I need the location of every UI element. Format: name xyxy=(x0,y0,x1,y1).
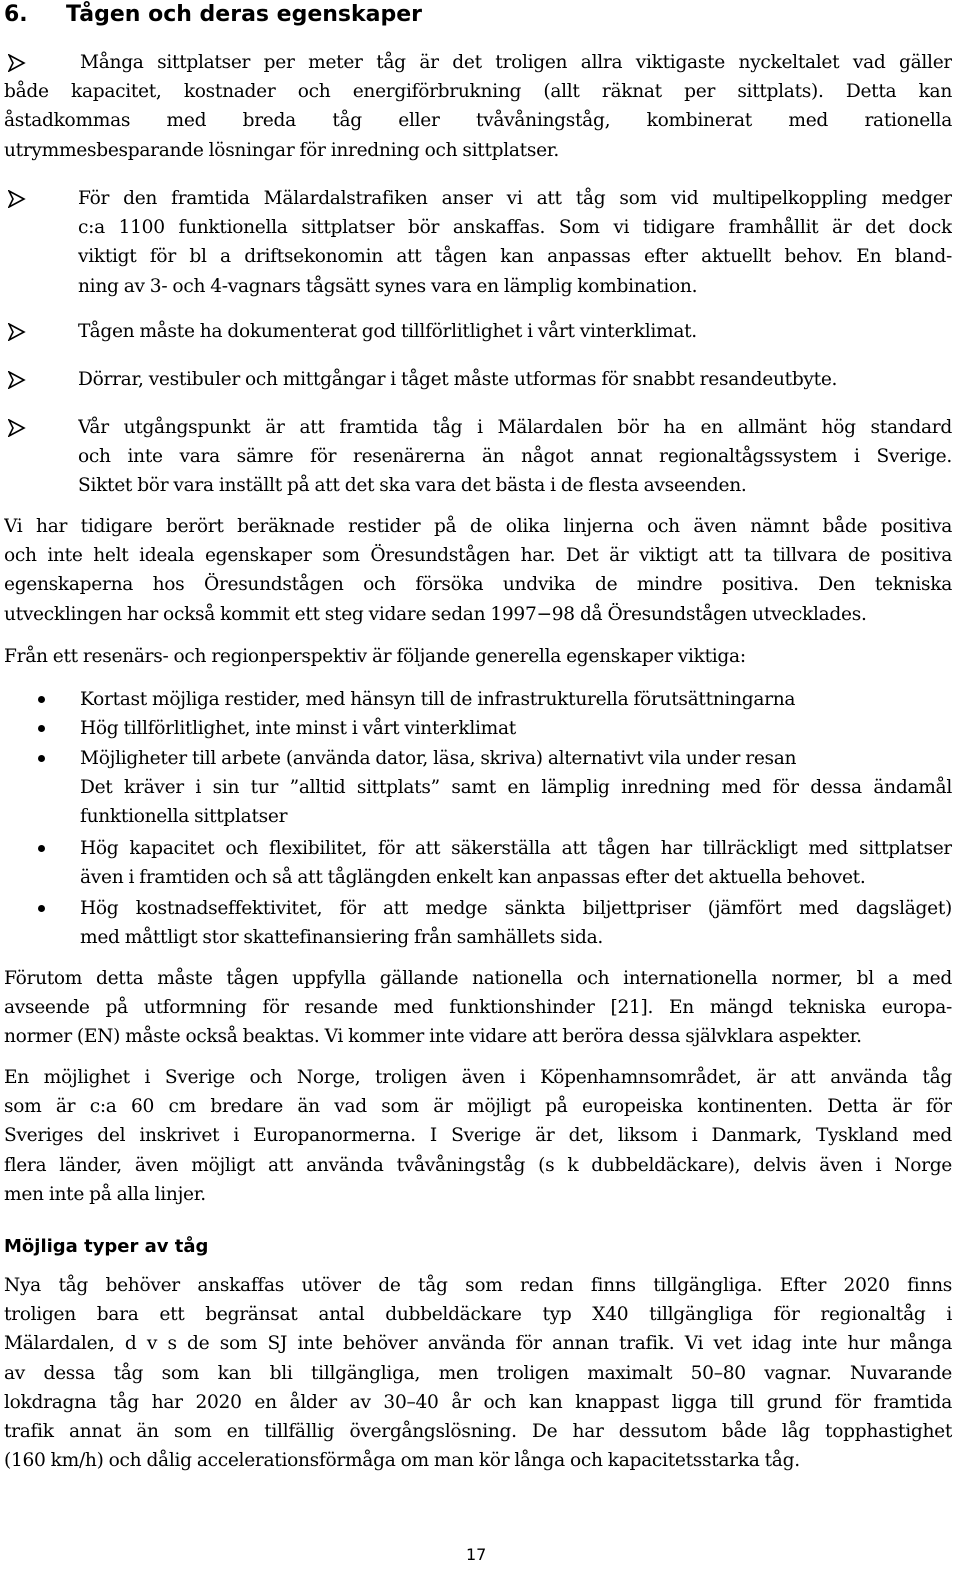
text-line: utvecklingen har också kommit ett steg vidare sedan 1997−98 då Öresundstågen utvecklades. xyxy=(4,603,867,625)
text-line: avseende på utformning för resande med funktionshinder [21]. En mängd tekniska europa- xyxy=(4,997,952,1019)
text-line: (160 km/h) och dålig accelerationsförmåga om man kör långa och kapacitetsstarka tåg. xyxy=(4,1450,800,1472)
bullet-list-item xyxy=(80,894,952,952)
arrow-list-item xyxy=(78,317,952,346)
text-line: lokdragna tåg har 2020 en ålder av 30–40 år och kan knappast ligga till grund för framtida xyxy=(4,1391,952,1413)
arrow-list-item xyxy=(78,365,952,394)
text-line: c:a 1100 funktionella sittplatser bör anskaffas. Som vi tidigare framhållit är det dock xyxy=(78,217,952,239)
text-line: Siktet bör vara inställt på att det ska vara det bästa i de flesta avseenden. xyxy=(78,475,747,497)
text-line: Hög tillförlitlighet, inte minst i vårt vinterklimat xyxy=(80,718,516,739)
body-paragraph xyxy=(4,642,952,671)
text-line: Kortast möjliga restider, med hänsyn till de infrastrukturella förutsättningarna xyxy=(80,689,796,710)
arrow-list-item xyxy=(4,48,952,165)
text-line: Vår utgångspunkt är att framtida tåg i Mälardalen bör ha en allmänt hög standard xyxy=(78,417,952,438)
text-line: funktionella sittplatser xyxy=(80,806,288,828)
text-line: och inte helt ideala egenskaper som Öresundstågen har. Det är viktigt att ta tillvara de positiva xyxy=(4,545,952,567)
text-line: både kapacitet, kostnader och energiförbrukning (allt räknat per sittplats). Detta kan xyxy=(4,81,952,103)
body-paragraph xyxy=(4,1063,952,1209)
text-line: som är c:a 60 cm bredare än vad som är möjligt på europeiska kontinenten. Detta är för xyxy=(4,1096,952,1118)
bullet-list-item xyxy=(80,685,952,714)
text-line: även i framtiden och så att tåglängden enkelt kan anpassas efter det aktuella behovet. xyxy=(80,867,866,889)
text-line: utrymmesbesparande lösningar för inredning och sittplatser. xyxy=(4,139,559,161)
body-paragraph xyxy=(4,512,952,629)
text-line: Många sittplatser per meter tåg är det troligen allra viktigaste nyckeltalet vad gäller xyxy=(80,52,952,73)
section-heading xyxy=(4,0,422,30)
text-line: Hög kapacitet och flexibilitet, för att säkerställa att tågen har tillräckligt med sittplatser xyxy=(80,838,952,859)
text-line: viktigt för bl a driftsekonomin att tågen kan anpassas efter aktuellt behov. En bland- xyxy=(78,246,952,268)
bullet-list-item xyxy=(80,834,952,892)
text-line: egenskaperna hos Öresundstågen och försöka undvika de mindre positiva. Den tekniska xyxy=(4,574,952,596)
text-line: Från ett resenärs- och regionperspektiv är följande generella egenskaper viktiga: xyxy=(4,646,746,667)
section-title: Tågen och deras egenskaper xyxy=(66,2,423,27)
text-line: Hög kostnadseffektivitet, för att medge sänkta biljettpriser (jämfört med dagsläget) xyxy=(80,898,952,919)
text-line: Vi har tidigare berört beräknade restider på de olika linjerna och även nämnt både positiva xyxy=(4,516,952,537)
text-line: Dörrar, vestibuler och mittgångar i tåget måste utformas för snabbt resandeutbyte. xyxy=(78,369,838,390)
page-number: 17 xyxy=(466,1545,487,1564)
arrow-list-item xyxy=(78,184,952,301)
round-bullet-icon xyxy=(38,696,45,703)
text-line: Nya tåg behöver anskaffas utöver de tåg som redan finns tillgängliga. Efter 2020 finns xyxy=(4,1275,952,1296)
round-bullet-icon xyxy=(38,845,45,852)
text-line: Det kräver i sin tur ”alltid sittplats” samt en lämplig inredning med för dessa ändamål xyxy=(80,777,952,799)
text-line: Tågen måste ha dokumenterat god tillförlitlighet i vårt vinterklimat. xyxy=(78,321,697,342)
text-line: men inte på alla linjer. xyxy=(4,1183,206,1205)
text-line: troligen bara ett begränsat antal dubbeldäckare typ X40 tillgängliga för regionaltåg i xyxy=(4,1304,952,1326)
arrowhead-bullet-icon xyxy=(8,190,26,208)
round-bullet-icon xyxy=(38,725,45,732)
text-line: En möjlighet i Sverige och Norge, troligen även i Köpenhamnsområdet, är att använda tåg xyxy=(4,1067,952,1088)
section-number: 6. xyxy=(4,2,28,27)
text-line: Möjligheter till arbete (använda dator, läsa, skriva) alternativt vila under resan xyxy=(80,748,797,769)
arrow-list-item xyxy=(78,413,952,501)
text-line: åstadkommas med breda tåg eller tvåvåningståg, kombinerat med rationella xyxy=(4,110,952,132)
text-line: ning av 3- och 4-vagnars tågsätt synes vara en lämplig kombination. xyxy=(78,275,698,297)
text-line: flera länder, även möjligt att använda tvåvåningståg (s k dubbeldäckare), delvis även i Norge xyxy=(4,1154,952,1176)
text-line: För den framtida Mälardalstrafiken anser vi att tåg som vid multipelkoppling medger xyxy=(78,188,952,209)
text-line: Mälardalen, d v s de som SJ inte behöver använda för annan trafik. Vi vet idag inte hur många xyxy=(4,1333,952,1355)
text-line: Sveriges del inskrivet i Europanormerna. I Sverige är det, liksom i Danmark, Tyskland med xyxy=(4,1125,952,1147)
text-line: trafik annat än som en tillfällig övergångslösning. De har dessutom både låg topphastighet xyxy=(4,1420,952,1442)
round-bullet-icon xyxy=(38,905,45,912)
arrowhead-bullet-icon xyxy=(8,323,26,341)
subsection-heading: Möjliga typer av tåg xyxy=(4,1236,209,1257)
text-line: och inte vara sämre för resenärerna än något annat regionaltågssystem i Sverige. xyxy=(78,446,952,468)
text-line: med måttligt stor skattefinansiering från samhällets sida. xyxy=(80,927,603,949)
body-paragraph xyxy=(4,1271,952,1475)
arrowhead-bullet-icon xyxy=(8,54,26,72)
body-paragraph xyxy=(4,964,952,1052)
bullet-list-item xyxy=(80,714,952,743)
bullet-list-item xyxy=(80,744,952,832)
round-bullet-icon xyxy=(38,755,45,762)
text-line: Förutom detta måste tågen uppfylla gällande nationella och internationella normer, bl a med xyxy=(4,968,952,989)
arrowhead-bullet-icon xyxy=(8,419,26,437)
text-line: av dessa tåg som kan bli tillgängliga, men troligen maximalt 50–80 vagnar. Nuvarande xyxy=(4,1362,952,1384)
arrowhead-bullet-icon xyxy=(8,371,26,389)
text-line: normer (EN) måste också beaktas. Vi kommer inte vidare att beröra dessa självklara aspekter. xyxy=(4,1026,862,1048)
